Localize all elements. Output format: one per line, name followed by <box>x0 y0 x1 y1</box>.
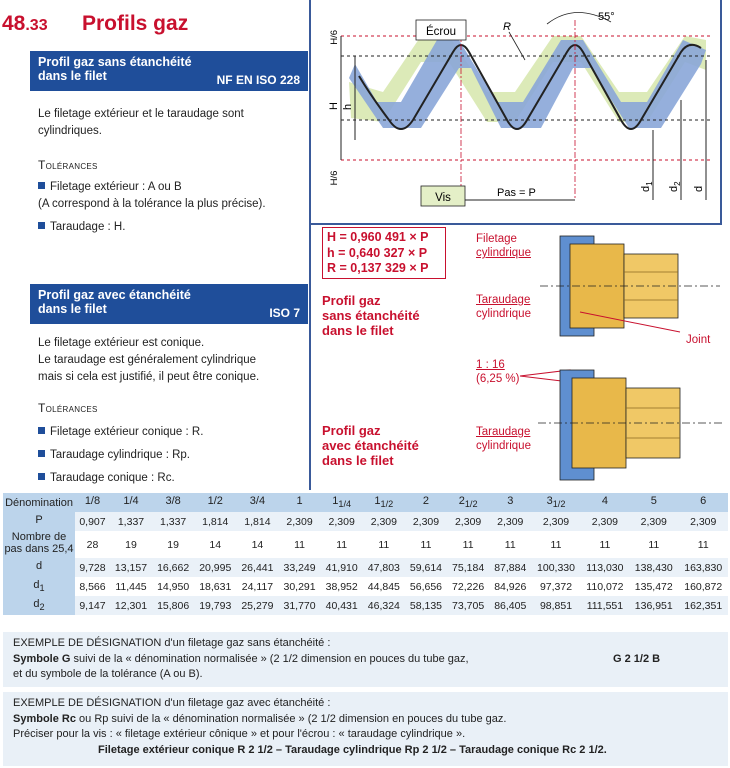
table-cell: 11 <box>531 531 580 558</box>
table-cell: 46,324 <box>363 596 405 615</box>
table-cell: 26,441 <box>236 558 278 577</box>
gas-thread-table <box>3 493 728 615</box>
table-header-cell: 3 <box>489 493 531 512</box>
table-row-label: d <box>3 558 75 577</box>
section1-title-line1: Profil gaz sans étanchéité <box>38 55 192 69</box>
table-cell: 138,430 <box>629 558 678 577</box>
example2-designation: Filetage extérieur conique R 2 1/2 – Taraudage cylindrique Rp 2 1/2 – Taraudage conique Rc 2 1/2. <box>98 743 607 756</box>
assembly2-title: Profil gaz avec étanchéité dans le filet <box>322 423 419 468</box>
table-cell: 58,135 <box>405 596 447 615</box>
ecrou-label: Écrou <box>425 26 457 38</box>
list-item: Filetage extérieur : A ou B <box>38 179 308 196</box>
table-cell: 87,884 <box>489 558 531 577</box>
table-cell: 19 <box>152 531 194 558</box>
assembly1-title: Profil gaz sans étanchéité dans le filet <box>322 293 420 338</box>
table-cell: 20,995 <box>194 558 236 577</box>
table-row <box>3 577 728 596</box>
table-cell: 110,072 <box>581 577 629 596</box>
h6-bottom-label: H/6 <box>329 170 340 186</box>
table-cell: 11 <box>678 531 728 558</box>
table-cell: 59,614 <box>405 558 447 577</box>
section1-tolerance-list <box>38 179 308 236</box>
angle-label: 55° <box>598 11 615 23</box>
page-title: Profils gaz <box>82 12 189 35</box>
bullet-icon <box>38 450 45 457</box>
formula-h: h = 0,640 327 × P <box>327 245 428 260</box>
table-header-cell: $1_{1/2}$ <box>363 493 405 512</box>
description-line: mais si cela est justifié, il peut être conique. <box>38 371 260 383</box>
example2-line2: Préciser pour la vis : « filetage extérieur cônique » et pour l'écrou : « taraudage cylindrique ». <box>13 728 466 740</box>
example1-intro: EXEMPLE DE DÉSIGNATION d'un filetage gaz sans étanchéité : <box>13 637 331 649</box>
table-cell: 56,656 <box>405 577 447 596</box>
table-cell: 44,845 <box>363 577 405 596</box>
table-cell: 113,030 <box>581 558 629 577</box>
h6-top-label: H/6 <box>329 30 340 45</box>
table-cell: 1,337 <box>110 512 152 531</box>
section2-tolerances-label: Tolérances <box>38 401 98 415</box>
table-row <box>3 558 728 577</box>
section2-description <box>38 335 308 386</box>
table-row <box>3 596 728 615</box>
table-cell: 11 <box>363 531 405 558</box>
table-cell: 19 <box>110 531 152 558</box>
table-header-cell: 1 <box>278 493 320 512</box>
d-label: d <box>693 185 705 192</box>
list-item: Taraudage : H. <box>38 219 308 236</box>
table-cell: 11,445 <box>110 577 152 596</box>
table-header-cell: $3_{1/2}$ <box>531 493 580 512</box>
table-cell: 135,472 <box>629 577 678 596</box>
table-row-label: P <box>3 512 75 531</box>
table-cell: 11 <box>321 531 363 558</box>
table-header-cell: $1_{1/4}$ <box>321 493 363 512</box>
table-cell: 18,631 <box>194 577 236 596</box>
table-cell: 11 <box>278 531 320 558</box>
table-cell: 84,926 <box>489 577 531 596</box>
table-cell: 2,309 <box>489 512 531 531</box>
table-cell: 47,803 <box>363 558 405 577</box>
table-cell: 136,951 <box>629 596 678 615</box>
table-cell: 11 <box>581 531 629 558</box>
table-cell: 16,662 <box>152 558 194 577</box>
section1-norm: NF EN ISO 228 <box>216 73 300 87</box>
table-header-row <box>3 493 728 512</box>
table-cell: 38,952 <box>321 577 363 596</box>
table-header-cell: 6 <box>678 493 728 512</box>
section-number: 48.33 <box>2 12 48 35</box>
table-header-cell: 1/4 <box>110 493 152 512</box>
d2-label: $d_2$ <box>668 181 682 192</box>
table-row-label: Nombre de pas dans 25,4 <box>3 531 75 558</box>
table-header-label: Dénomination <box>3 493 75 512</box>
d1-label: $d_1$ <box>640 181 654 192</box>
table-cell: 73,705 <box>447 596 489 615</box>
divider-horizontal <box>309 223 722 225</box>
table-row <box>3 512 728 531</box>
table-cell: 31,770 <box>278 596 320 615</box>
assembly1-label-taraudage: Taraudage cylindrique <box>476 294 531 320</box>
assembly1-drawing <box>540 232 722 342</box>
table-cell: 162,351 <box>678 596 728 615</box>
section1-description: Le filetage extérieur et le taraudage sont cylindriques. <box>38 108 244 137</box>
table-cell: 163,830 <box>678 558 728 577</box>
section1-band <box>30 51 308 91</box>
table-cell: 98,851 <box>531 596 580 615</box>
table-header-cell: 1/2 <box>194 493 236 512</box>
table-cell: 28 <box>75 531 110 558</box>
table-cell: 111,551 <box>581 596 629 615</box>
table-cell: 14 <box>236 531 278 558</box>
table-row <box>3 531 728 558</box>
bullet-icon <box>38 182 45 189</box>
example2-box <box>3 692 728 766</box>
table-cell: 9,728 <box>75 558 110 577</box>
section1-title-line2: dans le filet <box>38 69 107 83</box>
table-cell: 25,279 <box>236 596 278 615</box>
table-header-cell: 3/4 <box>236 493 278 512</box>
list-item: Filetage extérieur conique : R. <box>38 421 308 444</box>
bullet-icon <box>38 473 45 480</box>
divider-right <box>720 0 722 225</box>
table-cell: 14 <box>194 531 236 558</box>
table-cell: 30,291 <box>278 577 320 596</box>
table-cell: 2,309 <box>321 512 363 531</box>
assembly2-drawing <box>518 360 722 484</box>
description-line: Le filetage extérieur est conique. <box>38 337 205 349</box>
section2-title-line1: Profil gaz avec étanchéité <box>38 288 191 302</box>
section2-tolerance-list <box>38 421 308 490</box>
table-cell: 13,157 <box>110 558 152 577</box>
vis-label: Vis <box>435 192 451 204</box>
example1-line1: Symbole G suivi de la « dénomination normalisée » (2 1/2 dimension en pouces du tube gaz, <box>13 652 469 665</box>
example2-intro: EXEMPLE DE DÉSIGNATION d'un filetage gaz avec étanchéité : <box>13 697 331 709</box>
table-row-label: $d_1$ <box>3 577 75 596</box>
bullet-icon <box>38 427 45 434</box>
formula-R: R = 0,137 329 × P <box>327 261 429 275</box>
table-cell: 12,301 <box>110 596 152 615</box>
pas-label: Pas = P <box>497 187 536 199</box>
section1-tolerances-label: Tolérances <box>38 158 98 172</box>
table-cell: 19,793 <box>194 596 236 615</box>
list-item: Taraudage cylindrique : Rp. <box>38 444 308 467</box>
table-cell: 11 <box>489 531 531 558</box>
section2-norm: ISO 7 <box>269 306 300 320</box>
table-header-cell: 5 <box>629 493 678 512</box>
H-label: H <box>328 102 340 110</box>
table-header-cell: 1/8 <box>75 493 110 512</box>
table-cell: 1,814 <box>236 512 278 531</box>
example1-box <box>3 632 728 687</box>
table-cell: 2,309 <box>531 512 580 531</box>
example1-line2: et du symbole de la tolérance (A ou B). <box>13 668 203 680</box>
table-cell: 2,309 <box>278 512 320 531</box>
table-cell: 100,330 <box>531 558 580 577</box>
table-cell: 75,184 <box>447 558 489 577</box>
table-cell: 1,337 <box>152 512 194 531</box>
table-cell: 0,907 <box>75 512 110 531</box>
r-label: R <box>503 21 511 33</box>
table-cell: 8,566 <box>75 577 110 596</box>
list-item: Taraudage conique : Rc. <box>38 467 308 490</box>
table-header-cell: $2_{1/2}$ <box>447 493 489 512</box>
table-cell: 2,309 <box>447 512 489 531</box>
description-line: Le taraudage est généralement cylindrique <box>38 354 257 366</box>
example1-designation: G 2 1/2 B <box>613 653 661 665</box>
table-cell: 160,872 <box>678 577 728 596</box>
table-cell: 9,147 <box>75 596 110 615</box>
table-header-cell: 4 <box>581 493 629 512</box>
table-cell: 72,226 <box>447 577 489 596</box>
table-cell: 11 <box>405 531 447 558</box>
formula-H: H = 0,960 491 × P <box>327 230 429 244</box>
table-body <box>3 512 728 615</box>
table-cell: 97,372 <box>531 577 580 596</box>
formula-box <box>322 227 446 279</box>
section2-title-line2: dans le filet <box>38 302 107 316</box>
assembly1-label-joint: Joint <box>686 334 711 346</box>
bullet-icon <box>38 222 45 229</box>
table-cell: 11 <box>629 531 678 558</box>
table-cell: 2,309 <box>678 512 728 531</box>
table-cell: 2,309 <box>405 512 447 531</box>
assembly2-label-taraudage: Taraudage cylindrique <box>476 426 531 452</box>
table-header-cell: 3/8 <box>152 493 194 512</box>
table-cell: 40,431 <box>321 596 363 615</box>
example2-line1: Symbole Rc ou Rp suivi de la « dénomination normalisée » (2 1/2 dimension en pouces du tube gaz. <box>13 712 507 725</box>
assembly1-label-filetage: Filetage cylindrique <box>476 233 531 259</box>
table-cell: 24,117 <box>236 577 278 596</box>
table-cell: 33,249 <box>278 558 320 577</box>
table-cell: 11 <box>447 531 489 558</box>
taper-ratio: 1 : 16 (6,25 %) <box>476 359 520 385</box>
section2-band <box>30 284 308 324</box>
table-cell: 14,950 <box>152 577 194 596</box>
table-cell: 41,910 <box>321 558 363 577</box>
h-label: h <box>342 103 354 110</box>
table-cell: 2,309 <box>363 512 405 531</box>
table-cell: 2,309 <box>629 512 678 531</box>
table-cell: 1,814 <box>194 512 236 531</box>
table-header-cell: 2 <box>405 493 447 512</box>
table-cell: 2,309 <box>581 512 629 531</box>
table-row-label: $d_2$ <box>3 596 75 615</box>
table-cell: 86,405 <box>489 596 531 615</box>
thread-profile-diagram <box>311 0 719 222</box>
table-cell: 15,806 <box>152 596 194 615</box>
list-item: (A correspond à la tolérance la plus précise). <box>38 198 266 210</box>
